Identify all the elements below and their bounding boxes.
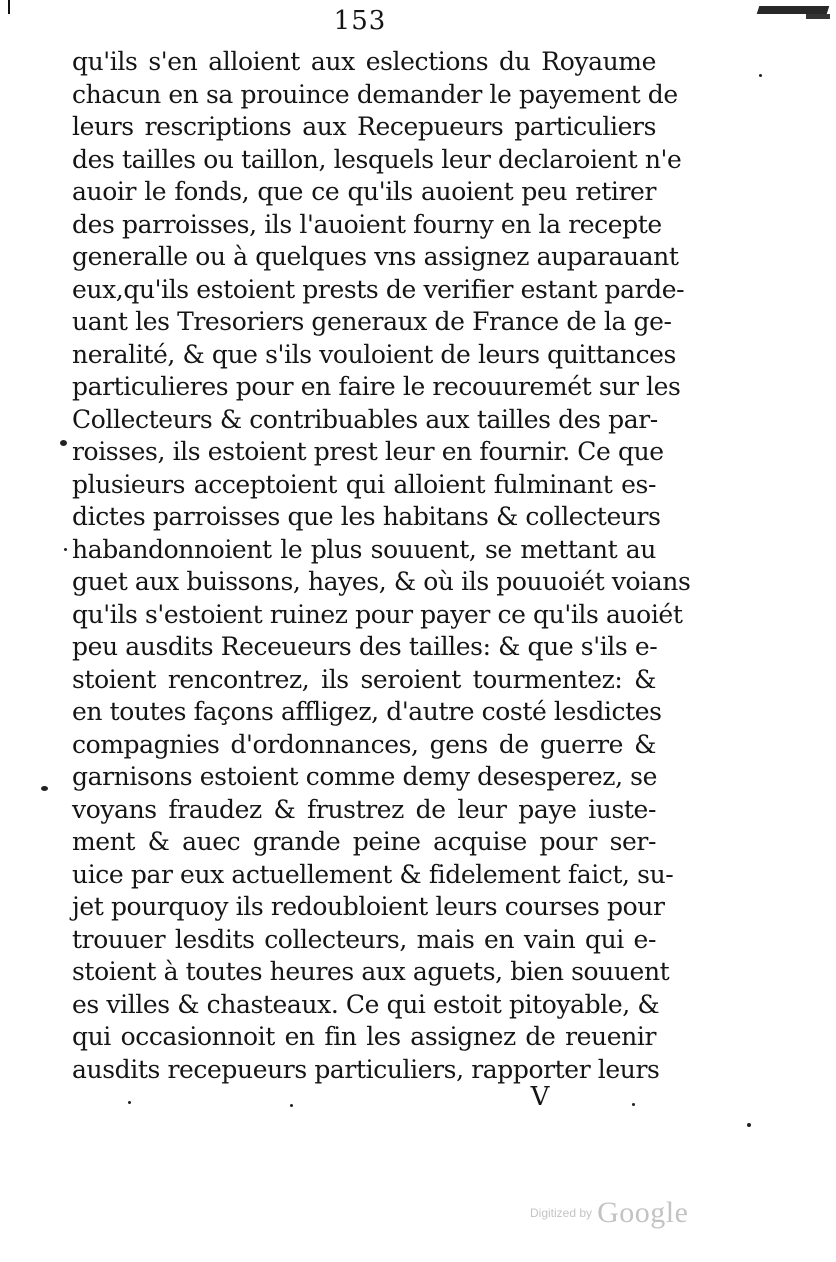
digitized-prefix: Digitized by	[530, 1206, 593, 1220]
text-line: qu'ils s'estoient ruinez pour payer ce qu'ils auoiét	[72, 599, 683, 629]
ink-speck	[128, 1101, 131, 1104]
ink-speck	[60, 440, 67, 446]
text-line: uice par eux actuellement & fidelement faict, su-	[72, 859, 674, 889]
digitized-by-watermark	[530, 1196, 710, 1236]
scan-edge-mark-top-right-tail	[806, 14, 830, 19]
text-line: des parroisses, ils l'auoient fourny en la recepte	[72, 209, 662, 239]
text-line: stoient à toutes heures aux aguets, bien souuent	[72, 957, 670, 986]
text-line: garnisons estoient comme demy desesperez, se	[72, 762, 657, 791]
text-line: stoient rencontrez, ils seroient tourmentez: &	[72, 664, 656, 694]
scan-edge-mark-top-right	[757, 6, 830, 14]
ink-speck	[41, 786, 48, 791]
ink-speck	[64, 548, 67, 551]
text-line: generalle ou à quelques vns assignez auparauant	[72, 242, 679, 271]
google-wordmark: Google	[597, 1196, 689, 1229]
text-line: ment & auec grande peine acquise pour ser-	[72, 827, 656, 856]
text-line: habandonnoient le plus souuent, se mettant au	[72, 534, 656, 564]
text-line: qui occasionnoit en fin les assignez de reuenir	[72, 1022, 656, 1051]
text-line: eux,qu'ils estoient prests de verifier estant parde-	[72, 274, 685, 304]
text-line: Collecteurs & contribuables aux tailles des par-	[72, 404, 658, 434]
text-line: dictes parroisses que les habitans & collecteurs	[72, 502, 661, 531]
text-line: qu'ils s'en alloient aux eslections du Royaume	[72, 47, 656, 76]
text-line: auoir le fonds, que ce qu'ils auoient peu retirer	[72, 177, 656, 206]
signature-mark: V	[530, 1082, 550, 1112]
text-line: peu ausdits Receueurs des tailles: & que s'ils e-	[72, 632, 658, 661]
text-line: leurs rescriptions aux Recepueurs particuliers	[72, 112, 656, 141]
ink-speck	[759, 74, 762, 77]
text-line: roisses, ils estoient prest leur en fournir. Ce que	[72, 437, 664, 466]
text-line: chacun en sa prouince demander le payement de	[72, 79, 678, 109]
text-line: des tailles ou taillon, lesquels leur declaroient n'e	[72, 144, 682, 174]
text-line: ausdits recepueurs particuliers, rapporter leurs	[72, 1054, 660, 1084]
scan-edge-mark-left	[8, 0, 10, 14]
text-line: guet aux buissons, hayes, & où ils pouuoiét voians	[72, 567, 691, 596]
ink-speck	[290, 1104, 293, 1107]
text-line: particulieres pour en faire le recouuremét sur les	[72, 372, 681, 401]
ink-speck	[747, 1123, 751, 1127]
text-line: neralité, & que s'ils vouloient de leurs quittances	[72, 339, 676, 369]
ink-speck	[632, 1103, 635, 1106]
text-line: voyans fraudez & frustrez de leur paye iuste-	[72, 794, 656, 824]
text-line: es villes & chasteaux. Ce qui estoit pitoyable, &	[72, 989, 660, 1019]
body-text	[72, 46, 691, 1086]
text-line: jet pourquoy ils redoubloient leurs courses pour	[72, 892, 665, 921]
text-line: uant les Tresoriers generaux de France de la ge-	[72, 307, 672, 336]
text-line: trouuer lesdits collecteurs, mais en vain qui e-	[72, 924, 656, 954]
text-line: plusieurs acceptoient qui alloient fulminant es-	[72, 469, 656, 499]
text-line: compagnies d'ordonnances, gens de guerre &	[72, 729, 656, 759]
text-line: en toutes façons affligez, d'autre costé lesdictes	[72, 697, 662, 726]
page-number: 153	[333, 6, 387, 36]
